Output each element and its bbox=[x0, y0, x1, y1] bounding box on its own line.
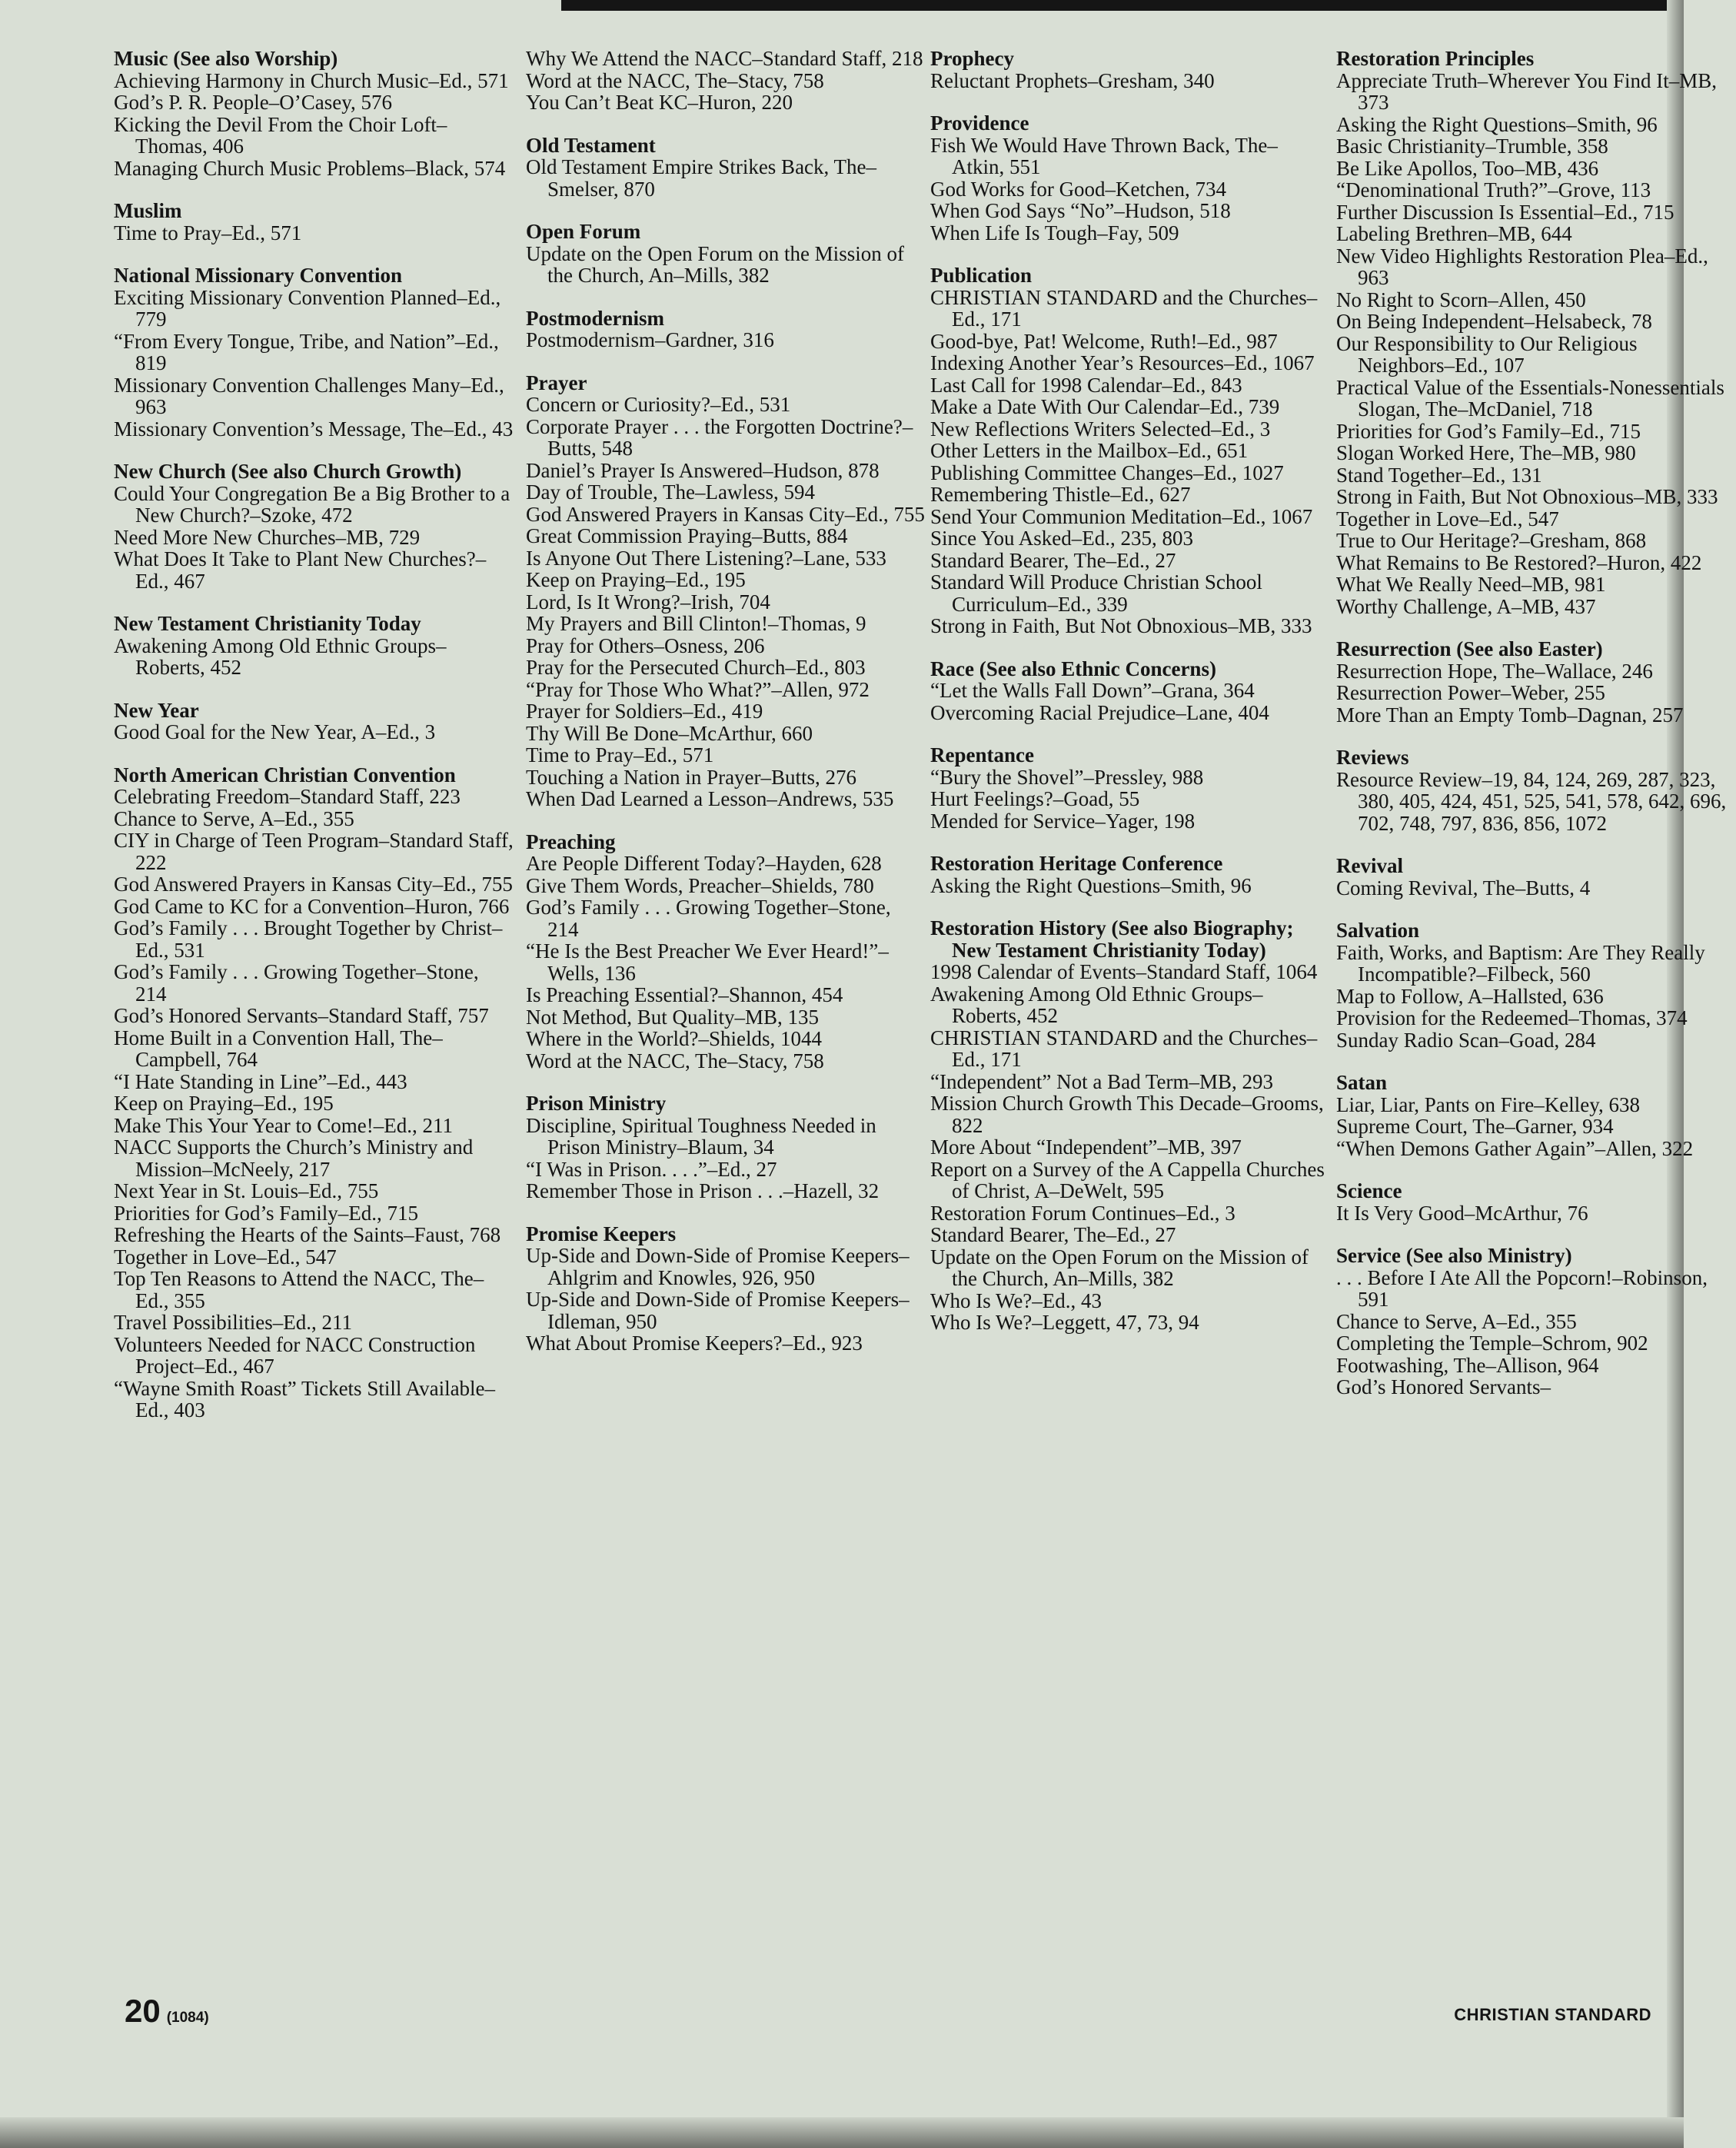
index-heading: Prison Ministry bbox=[526, 1092, 667, 1115]
index-entry: Old Testament Empire Strikes Back, The–Smelser, 870 bbox=[526, 155, 877, 201]
index-entry: Up-Side and Down-Side of Promise Keepers–Ahlgrim and Knowles, 926, 950 bbox=[526, 1244, 910, 1289]
index-entry: Liar, Liar, Pants on Fire–Kelley, 638 bbox=[1336, 1092, 1640, 1116]
index-entry: Coming Revival, The–Butts, 4 bbox=[1336, 876, 1591, 899]
index-entry: What About Promise Keepers?–Ed., 923 bbox=[526, 1332, 863, 1355]
index-heading: National Missionary Convention bbox=[114, 264, 403, 287]
index-entry: Mended for Service–Yager, 198 bbox=[930, 809, 1196, 833]
index-entry: Next Year in St. Louis–Ed., 755 bbox=[114, 1179, 379, 1202]
index-entry: Map to Follow, A–Hallsted, 636 bbox=[1336, 984, 1604, 1008]
index-entry: God’s P. R. People–O’Casey, 576 bbox=[114, 91, 392, 114]
index-entry: Appreciate Truth–Wherever You Find It–MB, 373 bbox=[1336, 68, 1717, 114]
index-section bbox=[930, 917, 1330, 1334]
index-entry: God Answered Prayers in Kansas City–Ed., 755 bbox=[526, 502, 925, 526]
index-entry: Priorities for God’s Family–Ed., 715 bbox=[1336, 419, 1641, 443]
index-heading: Restoration Heritage Conference bbox=[930, 852, 1223, 875]
index-entry: “Wayne Smith Roast” Tickets Still Available–Ed., 403 bbox=[114, 1376, 496, 1421]
index-entry: Our Responsibility to Our Religious Neighbors–Ed., 107 bbox=[1336, 331, 1638, 377]
index-section bbox=[1336, 1072, 1736, 1159]
index-entry: Resurrection Power–Weber, 255 bbox=[1336, 681, 1605, 704]
index-entry: Who Is We?–Leggett, 47, 73, 94 bbox=[930, 1311, 1199, 1334]
index-heading: Postmodernism bbox=[526, 306, 664, 330]
index-entry: My Prayers and Bill Clinton!–Thomas, 9 bbox=[526, 612, 866, 635]
index-entry: Strong in Faith, But Not Obnoxious–MB, 333 bbox=[1336, 485, 1718, 508]
index-entry: Standard Bearer, The–Ed., 27 bbox=[930, 548, 1176, 572]
index-entry: Strong in Faith, But Not Obnoxious–MB, 333 bbox=[930, 614, 1312, 637]
index-entry: Up-Side and Down-Side of Promise Keepers–Idleman, 950 bbox=[526, 1288, 910, 1333]
index-entry: Who Is We?–Ed., 43 bbox=[930, 1288, 1102, 1312]
index-entry: Chance to Serve, A–Ed., 355 bbox=[114, 806, 354, 830]
index-entry: True to Our Heritage?–Gresham, 868 bbox=[1336, 529, 1647, 552]
index-entry: Great Commission Praying–Butts, 884 bbox=[526, 524, 848, 547]
index-column-4 bbox=[1336, 48, 1736, 1419]
index-heading: Preaching bbox=[526, 830, 616, 853]
index-heading: Muslim bbox=[114, 199, 182, 222]
page-number-main: 20 bbox=[125, 1993, 161, 2029]
index-heading: North American Christian Convention bbox=[114, 763, 456, 786]
index-section bbox=[930, 264, 1330, 637]
index-entry: “Independent” Not a Bad Term–MB, 293 bbox=[930, 1069, 1274, 1093]
index-heading: Restoration Principles bbox=[1336, 47, 1535, 70]
index-heading: Salvation bbox=[1336, 919, 1420, 942]
index-entry: Remember Those in Prison . . .–Hazell, 32 bbox=[526, 1179, 880, 1202]
index-entry: When Life Is Tough–Fay, 509 bbox=[930, 221, 1179, 244]
index-entry: Touching a Nation in Prayer–Butts, 276 bbox=[526, 765, 857, 789]
index-heading: New Testament Christianity Today bbox=[114, 612, 421, 635]
index-entry: Time to Pray–Ed., 571 bbox=[526, 743, 714, 766]
index-entry: When Dad Learned a Lesson–Andrews, 535 bbox=[526, 787, 894, 810]
top-dark-edge bbox=[561, 0, 1684, 11]
index-entry: Together in Love–Ed., 547 bbox=[1336, 507, 1559, 530]
index-entry: Reluctant Prophets–Gresham, 340 bbox=[930, 68, 1215, 92]
index-heading: Satan bbox=[1336, 1071, 1388, 1094]
index-section bbox=[1336, 746, 1736, 834]
index-entry: Together in Love–Ed., 547 bbox=[114, 1245, 337, 1269]
index-entry: Is Preaching Essential?–Shannon, 454 bbox=[526, 983, 843, 1006]
index-entry: Pray for the Persecuted Church–Ed., 803 bbox=[526, 656, 866, 679]
index-entry: God’s Family . . . Brought Together by Christ–Ed., 531 bbox=[114, 916, 503, 962]
index-entry: Report on a Survey of the A Cappella Churches of Christ, A–DeWelt, 595 bbox=[930, 1157, 1325, 1202]
index-entry: God’s Family . . . Growing Together–Stone, 214 bbox=[526, 896, 891, 941]
index-entry: Need More New Churches–MB, 729 bbox=[114, 525, 421, 549]
index-entry: CHRISTIAN STANDARD and the Churches–Ed., 171 bbox=[930, 285, 1318, 331]
index-entry: Priorities for God’s Family–Ed., 715 bbox=[114, 1201, 418, 1225]
index-entry: Time to Pray–Ed., 571 bbox=[114, 221, 302, 244]
index-entry: Overcoming Racial Prejudice–Lane, 404 bbox=[930, 700, 1269, 724]
index-entry: Top Ten Reasons to Attend the NACC, The–Ed., 355 bbox=[114, 1267, 484, 1312]
index-entry: You Can’t Beat KC–Huron, 220 bbox=[526, 91, 793, 114]
index-entry: New Video Highlights Restoration Plea–Ed., 963 bbox=[1336, 244, 1708, 289]
index-entry: CIY in Charge of Teen Program–Standard Staff, 222 bbox=[114, 829, 514, 874]
index-entry: Keep on Praying–Ed., 195 bbox=[526, 568, 746, 591]
index-entry: Refreshing the Hearts of the Saints–Faust, 768 bbox=[114, 1223, 501, 1246]
index-entry: Stand Together–Ed., 131 bbox=[1336, 463, 1542, 487]
index-entry: Good Goal for the New Year, A–Ed., 3 bbox=[114, 720, 436, 743]
index-entry: Footwashing, The–Allison, 964 bbox=[1336, 1353, 1599, 1377]
index-entry: Kicking the Devil From the Choir Loft–Thomas, 406 bbox=[114, 112, 447, 158]
index-entry: 1998 Calendar of Events–Standard Staff, 1064 bbox=[930, 960, 1318, 983]
index-entry: Where in the World?–Shields, 1044 bbox=[526, 1027, 823, 1050]
index-entry: Awakening Among Old Ethnic Groups–Roberts, 452 bbox=[114, 633, 447, 679]
index-section bbox=[526, 372, 926, 810]
index-entry: God Answered Prayers in Kansas City–Ed., 755 bbox=[114, 873, 513, 896]
index-entry: Why We Attend the NACC–Standard Staff, 218 bbox=[526, 47, 923, 70]
index-section bbox=[526, 831, 926, 1072]
index-entry: Mission Church Growth This Decade–Grooms, 822 bbox=[930, 1092, 1324, 1137]
index-heading: Repentance bbox=[930, 743, 1034, 766]
index-section bbox=[930, 853, 1330, 896]
index-entry: Provision for the Redeemed–Thomas, 374 bbox=[1336, 1006, 1688, 1029]
index-heading: Old Testament bbox=[526, 133, 656, 157]
index-section bbox=[1336, 638, 1736, 726]
index-entry: Last Call for 1998 Calendar–Ed., 843 bbox=[930, 373, 1242, 397]
index-entry: Pray for Others–Osness, 206 bbox=[526, 633, 765, 657]
index-entry: Worthy Challenge, A–MB, 437 bbox=[1336, 594, 1596, 618]
index-entry: Day of Trouble, The–Lawless, 594 bbox=[526, 480, 815, 504]
index-heading: Prayer bbox=[526, 371, 587, 394]
index-entry: Are People Different Today?–Hayden, 628 bbox=[526, 852, 882, 875]
index-column-1 bbox=[114, 48, 514, 1442]
index-entry: Supreme Court, The–Garner, 934 bbox=[1336, 1115, 1614, 1138]
index-entry: Achieving Harmony in Church Music–Ed., 571 bbox=[114, 68, 509, 92]
index-entry: Exciting Missionary Convention Planned–Ed., 779 bbox=[114, 285, 501, 331]
index-entry: Basic Christianity–Trumble, 358 bbox=[1336, 135, 1608, 158]
index-entry: What Remains to Be Restored?–Huron, 422 bbox=[1336, 550, 1702, 574]
index-entry: Missionary Convention’s Message, The–Ed., 43 bbox=[114, 417, 514, 441]
index-section bbox=[930, 112, 1330, 244]
index-entry: Word at the NACC, The–Stacy, 758 bbox=[526, 1049, 824, 1072]
index-entry: Corporate Prayer . . . the Forgotten Doctrine?–Butts, 548 bbox=[526, 414, 913, 460]
index-entry: Remembering Thistle–Ed., 627 bbox=[930, 483, 1191, 506]
index-entry: Standard Will Produce Christian School Curriculum–Ed., 339 bbox=[930, 570, 1262, 616]
bottom-page-edge bbox=[0, 2117, 1684, 2148]
index-entry: Travel Possibilities–Ed., 211 bbox=[114, 1311, 353, 1334]
index-entry: Word at the NACC, The–Stacy, 758 bbox=[526, 68, 824, 92]
index-section bbox=[930, 744, 1330, 832]
index-column-2 bbox=[526, 48, 926, 1375]
index-section bbox=[114, 700, 514, 743]
index-entry: More About “Independent”–MB, 397 bbox=[930, 1136, 1242, 1159]
index-entry: Make a Date With Our Calendar–Ed., 739 bbox=[930, 395, 1280, 418]
index-entry: Publishing Committee Changes–Ed., 1027 bbox=[930, 461, 1284, 484]
index-heading: New Year bbox=[114, 698, 199, 722]
index-entry: New Reflections Writers Selected–Ed., 3 bbox=[930, 417, 1271, 441]
index-entry: On Being Independent–Helsabeck, 78 bbox=[1336, 310, 1652, 333]
index-section bbox=[1336, 919, 1736, 1051]
publication-footer: CHRISTIAN STANDARD bbox=[1454, 2005, 1651, 2024]
index-entry: Prayer for Soldiers–Ed., 419 bbox=[526, 700, 763, 723]
index-heading: Prophecy bbox=[930, 47, 1014, 70]
index-section bbox=[526, 1092, 926, 1202]
index-section bbox=[930, 658, 1330, 724]
index-entry: Completing the Temple–Schrom, 902 bbox=[1336, 1332, 1648, 1355]
index-entry: Resource Review–19, 84, 124, 269, 287, 323, 380, 405, 424, 451, 525, 541, 578, 642, 696, 702, 748, 797, 836, 856, 1072 bbox=[1336, 767, 1727, 835]
index-entry: Give Them Words, Preacher–Shields, 780 bbox=[526, 873, 874, 897]
index-entry: God’s Honored Servants–Standard Staff, 757 bbox=[114, 1004, 489, 1027]
index-heading: Race (See also Ethnic Concerns) bbox=[930, 657, 1216, 680]
index-heading: Music (See also Worship) bbox=[114, 47, 338, 70]
index-section bbox=[526, 48, 926, 114]
index-section bbox=[114, 613, 514, 679]
index-section bbox=[930, 48, 1330, 91]
index-entry: What We Really Need–MB, 981 bbox=[1336, 573, 1606, 596]
index-entry: Good-bye, Pat! Welcome, Ruth!–Ed., 987 bbox=[930, 329, 1278, 353]
index-entry: Managing Church Music Problems–Black, 574 bbox=[114, 156, 506, 180]
index-entry: Labeling Brethren–MB, 644 bbox=[1336, 222, 1572, 245]
index-entry: Discipline, Spiritual Toughness Needed in Prison Ministry–Blaum, 34 bbox=[526, 1113, 876, 1159]
index-entry: Daniel’s Prayer Is Answered–Hudson, 878 bbox=[526, 458, 880, 482]
index-entry: Since You Asked–Ed., 235, 803 bbox=[930, 527, 1194, 550]
index-entry: Volunteers Needed for NACC Construction Project–Ed., 467 bbox=[114, 1332, 476, 1378]
index-entry: More Than an Empty Tomb–Dagnan, 257 bbox=[1336, 703, 1684, 727]
index-entry: Fish We Would Have Thrown Back, The–Atkin, 551 bbox=[930, 133, 1278, 178]
index-heading: Open Forum bbox=[526, 220, 641, 243]
index-heading: Science bbox=[1336, 1179, 1402, 1202]
index-entry: Is Anyone Out There Listening?–Lane, 533 bbox=[526, 546, 886, 570]
index-entry: God Came to KC for a Convention–Huron, 766 bbox=[114, 894, 510, 918]
index-heading: Providence bbox=[930, 111, 1029, 135]
index-section bbox=[1336, 855, 1736, 899]
index-entry: “Denominational Truth?”–Grove, 113 bbox=[1336, 178, 1651, 201]
index-entry: “When Demons Gather Again”–Allen, 322 bbox=[1336, 1136, 1694, 1160]
index-section bbox=[526, 221, 926, 287]
index-heading: Revival bbox=[1336, 854, 1403, 877]
index-section bbox=[526, 308, 926, 351]
index-entry: It Is Very Good–McArthur, 76 bbox=[1336, 1201, 1588, 1225]
index-heading: Restoration History (See also Biography; New Testament Christianity Today) bbox=[930, 916, 1294, 962]
index-entry: No Right to Scorn–Allen, 450 bbox=[1336, 288, 1586, 311]
index-entry: Postmodernism–Gardner, 316 bbox=[526, 328, 774, 351]
index-entry: Update on the Open Forum on the Mission of the Church, An–Mills, 382 bbox=[526, 241, 904, 287]
index-entry: Make This Your Year to Come!–Ed., 211 bbox=[114, 1113, 454, 1137]
index-entry: Faith, Works, and Baptism: Are They Really Incompatible?–Filbeck, 560 bbox=[1336, 940, 1705, 986]
index-column-3 bbox=[930, 48, 1330, 1355]
index-section bbox=[1336, 1180, 1736, 1224]
index-entry: Asking the Right Questions–Smith, 96 bbox=[1336, 112, 1658, 136]
index-entry: Keep on Praying–Ed., 195 bbox=[114, 1092, 334, 1115]
index-entry: “Let the Walls Fall Down”–Grana, 364 bbox=[930, 679, 1255, 702]
index-heading: Publication bbox=[930, 264, 1033, 287]
index-entry: Not Method, But Quality–MB, 135 bbox=[526, 1005, 820, 1029]
index-entry: Resurrection Hope, The–Wallace, 246 bbox=[1336, 659, 1653, 683]
index-entry: . . . Before I Ate All the Popcorn!–Robinson, 591 bbox=[1336, 1265, 1708, 1311]
index-section bbox=[1336, 1245, 1736, 1398]
index-heading: Reviews bbox=[1336, 746, 1409, 769]
index-entry: Asking the Right Questions–Smith, 96 bbox=[930, 873, 1252, 897]
index-section bbox=[114, 764, 514, 1421]
index-entry: Slogan Worked Here, The–MB, 980 bbox=[1336, 441, 1636, 464]
index-section bbox=[1336, 48, 1736, 617]
index-entry: Update on the Open Forum on the Mission of the Church, An–Mills, 382 bbox=[930, 1245, 1309, 1290]
index-heading: Resurrection (See also Easter) bbox=[1336, 637, 1603, 660]
index-entry: Awakening Among Old Ethnic Groups–Roberts, 452 bbox=[930, 982, 1263, 1027]
index-entry: Concern or Curiosity?–Ed., 531 bbox=[526, 393, 791, 416]
index-entry: Could Your Congregation Be a Big Brother to a New Church?–Szoke, 472 bbox=[114, 481, 510, 527]
index-entry: NACC Supports the Church’s Ministry and Mission–McNeely, 217 bbox=[114, 1136, 474, 1181]
page-number-continuous: (1084) bbox=[166, 2010, 209, 2026]
index-entry: Standard Bearer, The–Ed., 27 bbox=[930, 1223, 1176, 1246]
index-entry: Hurt Feelings?–Goad, 55 bbox=[930, 787, 1140, 810]
index-entry: CHRISTIAN STANDARD and the Churches–Ed., 171 bbox=[930, 1026, 1318, 1071]
index-entry: Restoration Forum Continues–Ed., 3 bbox=[930, 1201, 1235, 1225]
index-entry: Lord, Is It Wrong?–Irish, 704 bbox=[526, 590, 770, 613]
index-entry: “He Is the Best Preacher We Ever Heard!”–Wells, 136 bbox=[526, 939, 889, 985]
index-entry: God’s Family . . . Growing Together–Stone, 214 bbox=[114, 960, 479, 1006]
index-entry: Chance to Serve, A–Ed., 355 bbox=[1336, 1309, 1577, 1333]
index-entry: “I Was in Prison. . . .”–Ed., 27 bbox=[526, 1157, 777, 1181]
index-heading: Service (See also Ministry) bbox=[1336, 1244, 1572, 1267]
index-entry: What Does It Take to Plant New Churches?–Ed., 467 bbox=[114, 547, 487, 593]
index-section bbox=[526, 1223, 926, 1355]
index-entry: When God Says “No”–Hudson, 518 bbox=[930, 199, 1231, 222]
index-heading: New Church (See also Church Growth) bbox=[114, 460, 462, 483]
index-section bbox=[114, 200, 514, 244]
index-heading: Promise Keepers bbox=[526, 1222, 677, 1245]
index-entry: Practical Value of the Essentials-Nonessentials Slogan, The–McDaniel, 718 bbox=[1336, 375, 1724, 421]
index-entry: Further Discussion Is Essential–Ed., 715 bbox=[1336, 200, 1674, 224]
page-number bbox=[125, 1993, 209, 2030]
index-entry: Other Letters in the Mailbox–Ed., 651 bbox=[930, 439, 1249, 462]
index-entry: God’s Honored Servants– bbox=[1336, 1375, 1551, 1398]
index-entry: “Bury the Shovel”–Pressley, 988 bbox=[930, 765, 1204, 789]
index-entry: Celebrating Freedom–Standard Staff, 223 bbox=[114, 785, 461, 808]
index-entry: “From Every Tongue, Tribe, and Nation”–Ed., 819 bbox=[114, 329, 499, 374]
index-section bbox=[114, 461, 514, 592]
index-section bbox=[526, 135, 926, 201]
index-entry: Missionary Convention Challenges Many–Ed., 963 bbox=[114, 373, 504, 418]
index-entry: Sunday Radio Scan–Goad, 284 bbox=[1336, 1028, 1596, 1052]
index-entry: “I Hate Standing in Line”–Ed., 443 bbox=[114, 1069, 407, 1093]
index-entry: Indexing Another Year’s Resources–Ed., 1067 bbox=[930, 351, 1315, 374]
index-entry: Send Your Communion Meditation–Ed., 1067 bbox=[930, 504, 1313, 528]
index-entry: God Works for Good–Ketchen, 734 bbox=[930, 177, 1227, 201]
index-entry: Be Like Apollos, Too–MB, 436 bbox=[1336, 156, 1599, 180]
index-section bbox=[114, 48, 514, 179]
index-entry: Home Built in a Convention Hall, The–Campbell, 764 bbox=[114, 1026, 443, 1071]
index-section bbox=[114, 264, 514, 440]
index-entry: “Pray for Those Who What?”–Allen, 972 bbox=[526, 677, 870, 701]
index-entry: Thy Will Be Done–McArthur, 660 bbox=[526, 721, 813, 745]
